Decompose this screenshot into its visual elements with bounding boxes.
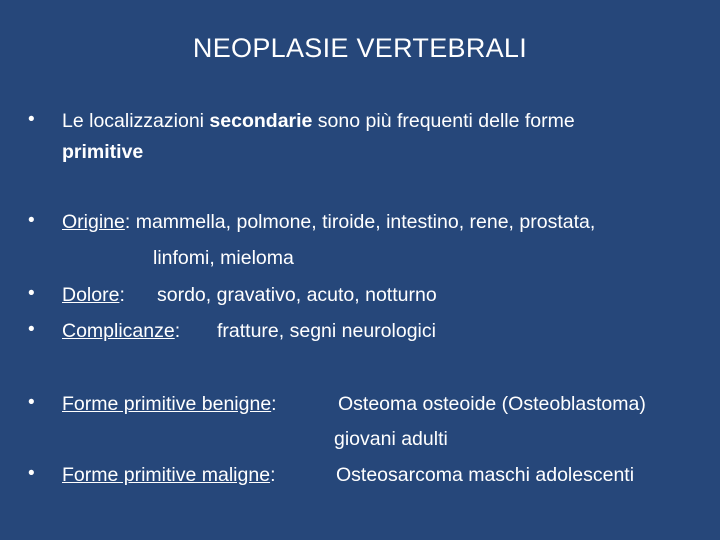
- item-benigne: [62, 392, 277, 416]
- maligne-text: Osteosarcoma maschi adolescenti: [336, 464, 635, 486]
- benigne-label: Forme primitive benigne: [62, 393, 272, 415]
- origine-text-continued: linfomi, mieloma: [153, 247, 294, 269]
- benigne-colon: :: [271, 393, 277, 415]
- bullet-marker: •: [28, 109, 35, 130]
- benigne-text-continued: giovani adulti: [334, 428, 448, 450]
- p1-middle: sono più frequenti delle forme: [312, 110, 575, 132]
- origine-colon: :: [124, 211, 131, 233]
- maligne-label: Forme primitive maligne: [62, 464, 271, 486]
- item-maligne: [62, 463, 275, 487]
- bullet-marker: •: [28, 463, 35, 484]
- p1-bold-primitive: primitive: [62, 141, 144, 163]
- p1-bold-secondarie: secondarie: [209, 110, 313, 132]
- origine-text: mammella, polmone, tiroide, intestino, rene, prostata,: [130, 211, 596, 233]
- complicanze-colon: :: [174, 320, 181, 342]
- slide-title: NEOPLASIE VERTEBRALI: [192, 33, 528, 63]
- origine-label: Origine: [62, 211, 125, 233]
- paragraph-secondarie: [62, 109, 575, 133]
- dolore-colon: :: [119, 284, 125, 306]
- benigne-text: Osteoma osteoide (Osteoblastoma): [338, 393, 646, 415]
- bullet-marker: •: [28, 283, 35, 304]
- bullet-marker: •: [28, 392, 35, 413]
- item-complicanze: [62, 319, 180, 343]
- maligne-colon: :: [270, 464, 276, 486]
- bullet-marker: •: [28, 319, 35, 340]
- complicanze-text: fratture, segni neurologici: [217, 320, 436, 342]
- dolore-label: Dolore: [62, 284, 120, 306]
- p1-prefix: Le localizzazioni: [62, 110, 210, 132]
- item-origine: [62, 210, 595, 234]
- bullet-marker: •: [28, 210, 35, 231]
- item-dolore: [62, 283, 125, 307]
- complicanze-label: Complicanze: [62, 320, 175, 342]
- dolore-text: sordo, gravativo, acuto, notturno: [157, 284, 437, 306]
